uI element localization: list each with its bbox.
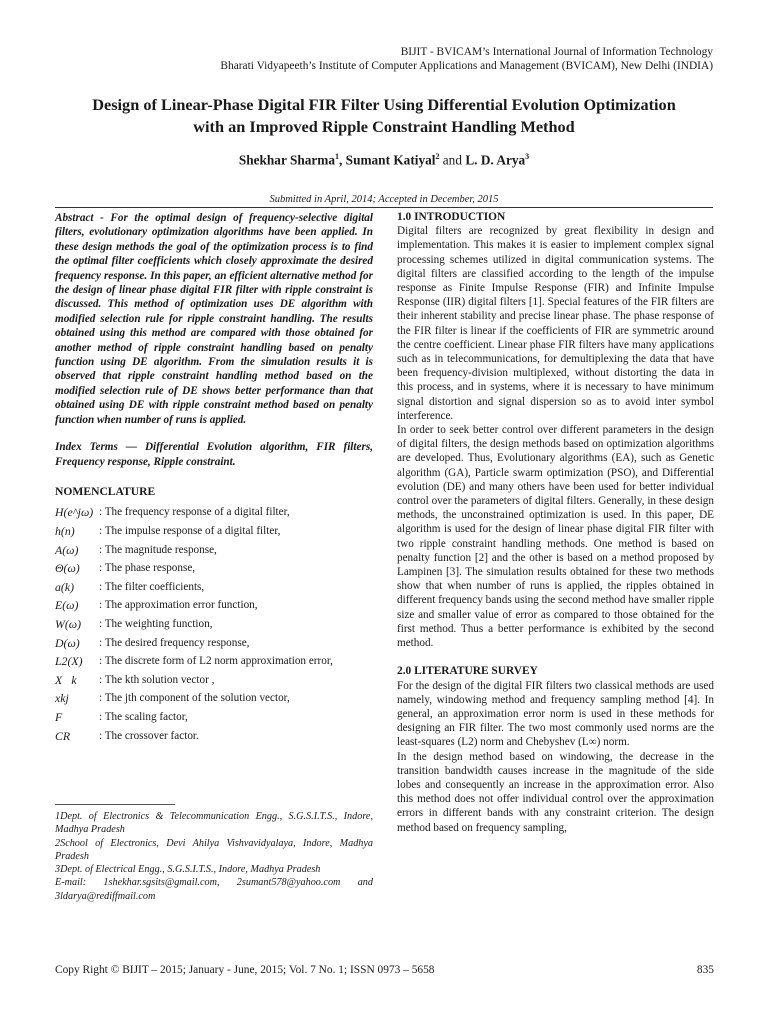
literature-paragraph-1: For the design of the digital FIR filters two classical methods are used namely, windowing method and frequency sampling method [4]. In general, an approximation error norm is used in these methods for designing an FIR filter. The two most commonly used norms are the least-squares (L2) norm and Chebyshev (L∞) norm. [397,679,714,749]
author-2-affil: 2 [435,152,440,161]
nomenclature-row [55,671,373,690]
nomenclature-description: : The filter coefficients, [99,580,205,593]
nomenclature-description: : The scaling factor, [99,710,188,723]
nomenclature-symbol: W(ω) [55,616,82,631]
author-3-affil: 3 [525,152,530,161]
author-list: Shekhar Sharma$^1$, Sumant Katiyal$^2$ and L. D. Arya$^3$ [238,152,530,168]
nomenclature-symbol: A(ω) [55,542,79,557]
footnote: 1Dept. of Electronics & Telecommunication Engg., S.G.S.I.T.S., Indore, Madhya Pradesh [55,811,373,836]
nomenclature-description: : The discrete form of L2 norm approximation error, [99,655,333,668]
nomenclature-row [55,541,373,560]
footnote: 3Dept. of Electrical Engg., S.G.S.I.T.S., Indore, Madhya Pradesh [55,864,321,876]
nomenclature-symbol: H(e^jω) [55,505,94,520]
nomenclature-description: : The jth component of the solution vector, [99,692,290,705]
nomenclature-row [55,708,373,727]
paper-title-line2: with an Improved Ripple Constraint Handling Method [193,117,575,136]
author-1-affil: 1 [335,152,340,161]
nomenclature-row [55,689,373,708]
nomenclature-description: : The phase response, [99,562,196,575]
nomenclature-symbol: E(ω) [55,598,79,613]
intro-paragraph-2: In order to seek better control over different parameters in the design of digital filters, the design methods based on optimization algorithms are developed. Thus, Evolutionary algorithms (EA), such as Genetic algorithm (GA), Particle swarm optimization (PSO), and Differential evolution (DE) and many others have been used for better individual control over the parameters of digital filters. Generally, in these design methods, the unconstrained optimization is used. In this paper, DE algorithm is used for the design of linear phase digital FIR filter with two ripple constraint handling methods. One method is based on penalty function [2] and the other is based on a method proposed by Lampinen [3]. The simulation results obtained for these two methods show that when number of runs is applied, the ripples obtained in different frequency bands using the second method have smaller ripple size and smaller value of error as compared to those obtained for the first method. Thus a better performance is exhibited by the second method. [397,424,714,650]
nomenclature-description: : The desired frequency response, [99,636,250,649]
nomenclature-symbol: F [55,709,63,724]
nomenclature-description: : The magnitude response, [99,543,217,556]
nomenclature-description: : The kth solution vector , [99,673,215,686]
nomenclature-row [55,559,373,578]
nomenclature-description: : The impulse response of a digital filter, [99,525,281,537]
nomenclature-description: : The approximation error function, [99,599,258,612]
author-3: L. D. Arya [465,152,526,168]
paper-title [30,94,738,138]
page-footer [55,964,714,976]
copyright-line: Copy Right © BIJIT – 2015; January - June, 2015; Vol. 7 No. 1; ISSN 0973 – 5658 [55,964,435,976]
nomenclature-symbol: CR [55,728,71,743]
nomenclature-row [55,615,373,634]
journal-header-line2: Bharati Vidyapeeth’s Institute of Computer Applications and Management (BVICAM), New Delhi (INDIA) [220,60,713,72]
journal-header-line1: BIJIT - BVICAM’s International Journal of Information Technology [400,46,713,58]
nomenclature-symbol: X⃗k [55,672,77,687]
footnote-divider [55,804,175,805]
nomenclature-symbol: Θ(ω) [55,561,80,576]
nomenclature-heading: NOMENCLATURE [55,484,156,498]
nomenclature-description: : The frequency response of a digital filter, [99,506,290,519]
nomenclature-row [55,633,373,652]
nomenclature-row [55,522,373,541]
paper-title-line1: Design of Linear-Phase Digital FIR Filter Using Differential Evolution Optimization [92,95,676,114]
literature-paragraph-2: In the design method based on windowing, the decrease in the transition bandwidth causes increase in the magnitude of the side lobes and consequently an increase in the approximation error. Also this method does not offer individual control over the approximation errors in different bands with any constraint criterion. The design method based on frequency sampling, [397,750,714,834]
author-1: Shekhar Sharma [238,152,336,168]
nomenclature-symbol: L2(X) [55,654,83,669]
nomenclature-description: : The weighting function, [99,617,213,630]
nomenclature-list [55,503,373,745]
nomenclature-row [55,503,373,522]
footnote: 2School of Electronics, Devi Ahilya Vishvavidyalaya, Indore, Madhya Pradesh [55,837,373,862]
nomenclature-description: : The crossover factor. [99,729,199,742]
submission-dates: Submitted in April, 2014; Accepted in December, 2015 [269,194,499,205]
footnote: E-mail: 1shekhar.sgsits@gmail.com, 2sumant578@yahoo.com and 3ldarya@rediffmail.com [55,877,373,902]
author-2: Sumant Katiyal [345,152,436,168]
header-divider [55,207,713,208]
nomenclature-row [55,578,373,597]
section-heading-introduction: 1.0 INTRODUCTION [397,211,506,223]
nomenclature-symbol: h(n) [55,524,75,538]
right-column [397,210,714,835]
intro-paragraph-1: Digital filters are recognized by great flexibility in design and implementation. This makes it is easier to implement complex signal processing schemes utilized in digital communication systems. The digital filters are classified according to the length of the impulse response as Finite Impulse Response (FIR) and Infinite Impulse Response (IIR) digital filters [1]. Special features of the FIR filters are their inherent stability and precise linear phase. The phase response of the FIR filter is linear if the coefficients of FIR are symmetric around the centre coefficient. Linear phase FIR filters have many applications such as in telecommunications, for demultiplexing the data that have been frequency-division multiplexed, without distorting the data in this process, and in systems, where it is necessary to have minimum signal distortion and signal dispersion so as to avoid inter symbol interference. [397,225,714,422]
nomenclature-symbol: xkj [55,691,69,706]
page-number: 835 [696,964,714,976]
left-column [55,211,373,745]
nomenclature-row [55,596,373,615]
nomenclature-symbol: a(k) [55,579,74,594]
nomenclature-row [55,652,373,671]
section-heading-literature-survey: 2.0 LITERATURE SURVEY [397,665,538,678]
footnotes [55,810,373,903]
index-terms: Index Terms — Differential Evolution algorithm, FIR filters, Frequency response, Ripple constraint. [55,441,373,468]
abstract: Abstract - For the optimal design of frequency-selective digital filters, evolutionary optimization algorithms have been applied. In these design methods the goal of the optimization process is to find the optimal filter coefficients which closely approximate the desired frequency response. In this paper, an efficient alternative method for the design of linear phase digital FIR filter with ripple constraint is discussed. This method of optimization uses DE algorithm with modified selection rule for ripple constraint handling. The results obtained using this method are compared with those obtained for another method of ripple constraint handling based on penalty function using DE algorithm. From the simulation results it is observed that ripple constraint handling method based on the modified selection rule of DE shows better performance than that obtained using DE with ripple constraint method based on penalty function when number of runs is applied. [55,212,373,426]
nomenclature-symbol: D(ω) [55,635,80,650]
nomenclature-row [55,726,373,745]
author-and: and [442,152,462,168]
